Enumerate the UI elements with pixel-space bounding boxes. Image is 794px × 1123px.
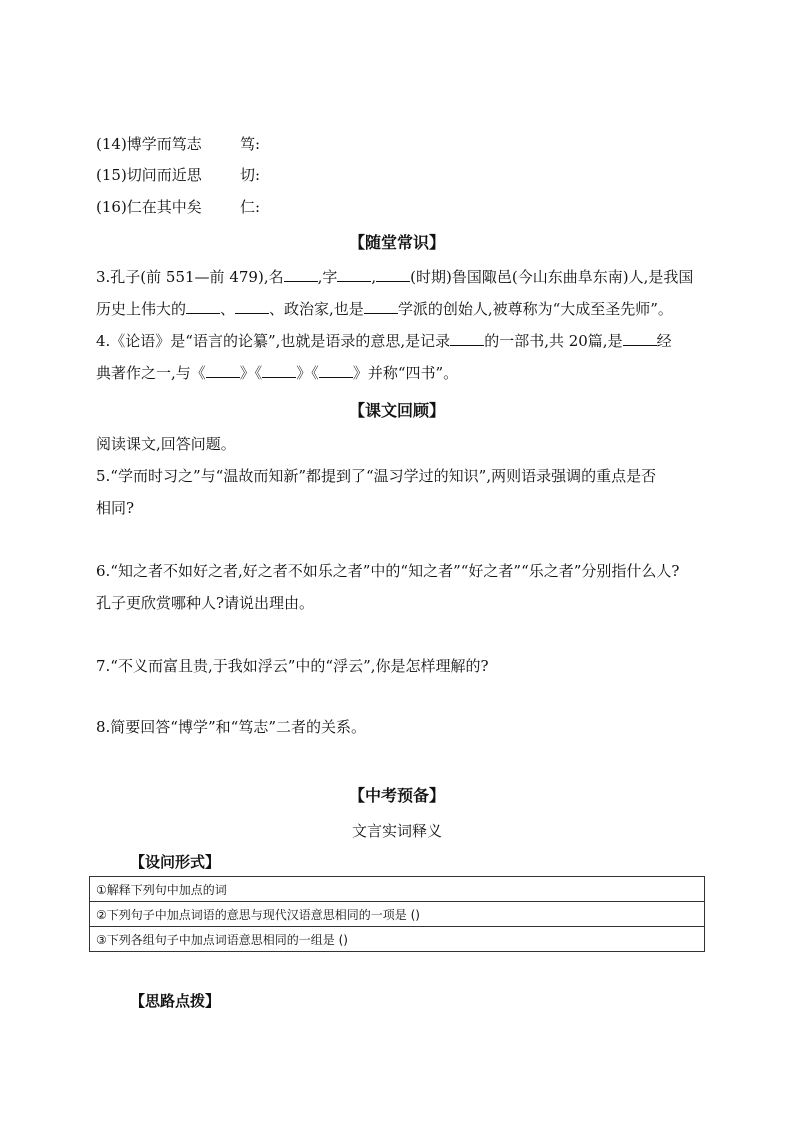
fill-blank[interactable]: [206, 363, 240, 378]
question-5-line-1: 5.“学而时习之”与“温故而知新”都提到了“温习学过的知识”,两则语录强调的重点是否: [96, 467, 657, 485]
table-row: [90, 877, 705, 902]
fill-blank[interactable]: [623, 331, 657, 346]
section-heading-review: 【课文回顾】: [348, 401, 445, 420]
vocab-term: (14)博学而笃志: [96, 135, 202, 153]
q4-text: 》《: [296, 364, 319, 382]
review-intro: 阅读课文,回答问题。: [96, 435, 236, 453]
vocab-key: 仁:: [240, 198, 261, 216]
q4-text: 》并称“四书”。: [352, 364, 459, 382]
vocab-term: (16)仁在其中矣: [96, 198, 202, 216]
fill-blank[interactable]: [262, 363, 296, 378]
hint-heading: 【思路点拨】: [130, 992, 221, 1010]
q3-text: 学派的创始人,被尊称为“大成至圣先师”。: [397, 300, 673, 318]
table-row: [90, 927, 705, 952]
q4-text: 的一部书,共 20篇,是: [484, 332, 623, 350]
question-form-table: [89, 876, 705, 952]
fill-blank[interactable]: [284, 267, 318, 282]
question-3-line-2: [96, 299, 673, 319]
q3-text: 3.孔子(前 551—前 479),名: [96, 268, 284, 286]
section-heading-common: 【随堂常识】: [348, 233, 445, 252]
q4-text: 4.《论语》是“语言的论纂”,也就是语录的意思,是记录: [96, 332, 451, 350]
q3-text: ,: [371, 268, 377, 286]
q3-text: 历史上伟大的: [96, 300, 187, 318]
question-3-line-1: [96, 267, 693, 287]
vocab-term: (15)切问而近思: [96, 166, 202, 184]
form-heading: 【设问形式】: [130, 853, 221, 871]
table-row: [90, 902, 705, 927]
fill-blank[interactable]: [337, 267, 371, 282]
question-4-line-2: [96, 363, 458, 383]
table-cell: ①解释下列句中加点的词: [90, 877, 705, 902]
question-7: 7.“不义而富且贵,于我如浮云”中的“浮云”,你是怎样理解的?: [96, 657, 489, 675]
fill-blank[interactable]: [186, 299, 220, 314]
table-cell: ②下列句子中加点词语的意思与现代汉语意思相同的一项是 (): [90, 902, 705, 927]
table-cell: ③下列各组句子中加点词语意思相同的一组是 (): [90, 927, 705, 952]
question-8: 8.简要回答“博学”和“笃志”二者的关系。: [96, 718, 366, 736]
fill-blank[interactable]: [364, 299, 398, 314]
q4-text: 典著作之一,与《: [96, 364, 206, 382]
question-4-line-1: [96, 331, 672, 351]
q3-text: ,字: [317, 268, 338, 286]
vocab-key: 切:: [240, 166, 261, 184]
question-6-line-2: 孔子更欣赏哪种人?请说出理由。: [96, 594, 315, 612]
fill-blank[interactable]: [450, 331, 484, 346]
fill-blank[interactable]: [376, 267, 410, 282]
q4-text: 经: [656, 332, 672, 350]
vocab-key: 笃:: [240, 135, 261, 153]
exam-subtitle: 文言实词释义: [351, 822, 442, 840]
fill-blank[interactable]: [319, 363, 353, 378]
question-5-line-2: 相同?: [96, 499, 135, 517]
q3-text: 、: [220, 300, 236, 318]
q3-text: (时期)鲁国陬邑(今山东曲阜东南)人,是我国: [410, 268, 694, 286]
section-heading-exam: 【中考预备】: [348, 786, 445, 805]
q3-text: 、政治家,也是: [269, 300, 364, 318]
fill-blank[interactable]: [235, 299, 269, 314]
q4-text: 》《: [239, 364, 263, 382]
question-6-line-1: 6.“知之者不如好之者,好之者不如乐之者”中的“知之者”“好之者”“乐之者”分别指什么人?: [96, 562, 680, 580]
